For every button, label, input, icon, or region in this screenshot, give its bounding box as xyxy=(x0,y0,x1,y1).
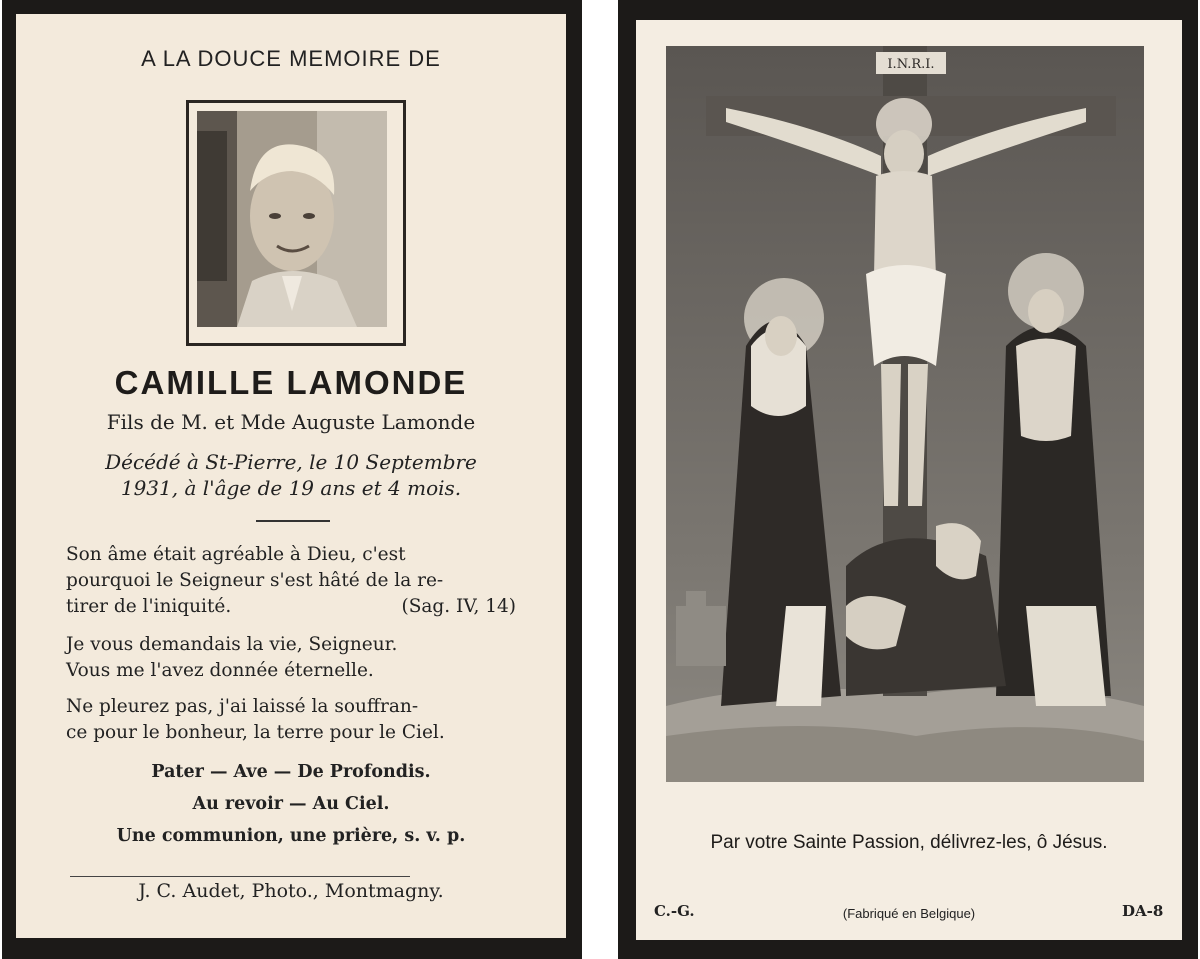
prayer-line-1: Pater — Ave — De Profondis. xyxy=(151,762,431,782)
verse-1-line-2: pourquoi le Seigneur s'est hâté de la re- xyxy=(66,570,444,591)
card-front-paper xyxy=(16,14,566,938)
card-back-paper xyxy=(636,20,1182,940)
card-code: DA-8 xyxy=(1122,902,1164,920)
deceased-name: CAMILLE LAMONDE xyxy=(114,364,468,401)
verse-1-line-1: Son âme était agréable à Dieu, c'est xyxy=(66,544,406,565)
inri-plaque: I.N.R.I. xyxy=(887,57,935,72)
credit-rule xyxy=(70,876,410,877)
made-in-note: (Fabriqué en Belgique) xyxy=(842,906,976,921)
prayer-caption: Par votre Sainte Passion, délivrez-les, ô Jésus. xyxy=(710,832,1108,853)
portrait-illustration xyxy=(197,111,387,327)
portrait-frame xyxy=(186,100,406,346)
parents-line: Fils de M. et Mde Auguste Lamonde xyxy=(106,410,476,434)
verse-3-line-1: Ne pleurez pas, j'ai laissé la souffran- xyxy=(66,696,419,717)
prayer-line-3: Une communion, une prière, s. v. p. xyxy=(116,826,466,846)
crucifixion-image xyxy=(666,46,1144,782)
verse-3-line-2: ce pour le bonheur, la terre pour le Ciel. xyxy=(66,722,445,743)
portrait-photo xyxy=(197,111,387,327)
divider xyxy=(256,520,330,522)
death-date-line-1: Décédé à St-Pierre, le 10 Septembre xyxy=(105,450,477,474)
verse-2-line-2: Vous me l'avez donnée éternelle. xyxy=(66,660,374,681)
verse-1-reference: (Sag. IV, 14) xyxy=(401,596,516,617)
publisher-mark: C.-G. xyxy=(654,902,695,920)
memorial-heading: A LA DOUCE MEMOIRE DE xyxy=(141,46,441,71)
photographer-credit: J. C. Audet, Photo., Montmagny. xyxy=(138,880,444,902)
verse-2-line-1: Je vous demandais la vie, Seigneur. xyxy=(66,634,398,655)
verse-1-line-3: tirer de l'iniquité. xyxy=(66,596,232,617)
prayer-line-2: Au revoir — Au Ciel. xyxy=(192,794,390,814)
crucifixion-illustration xyxy=(666,46,1144,782)
death-date-line-2: 1931, à l'âge de 19 ans et 4 mois. xyxy=(120,476,462,500)
memorial-card-front xyxy=(2,0,582,959)
memorial-card-back xyxy=(618,0,1198,959)
